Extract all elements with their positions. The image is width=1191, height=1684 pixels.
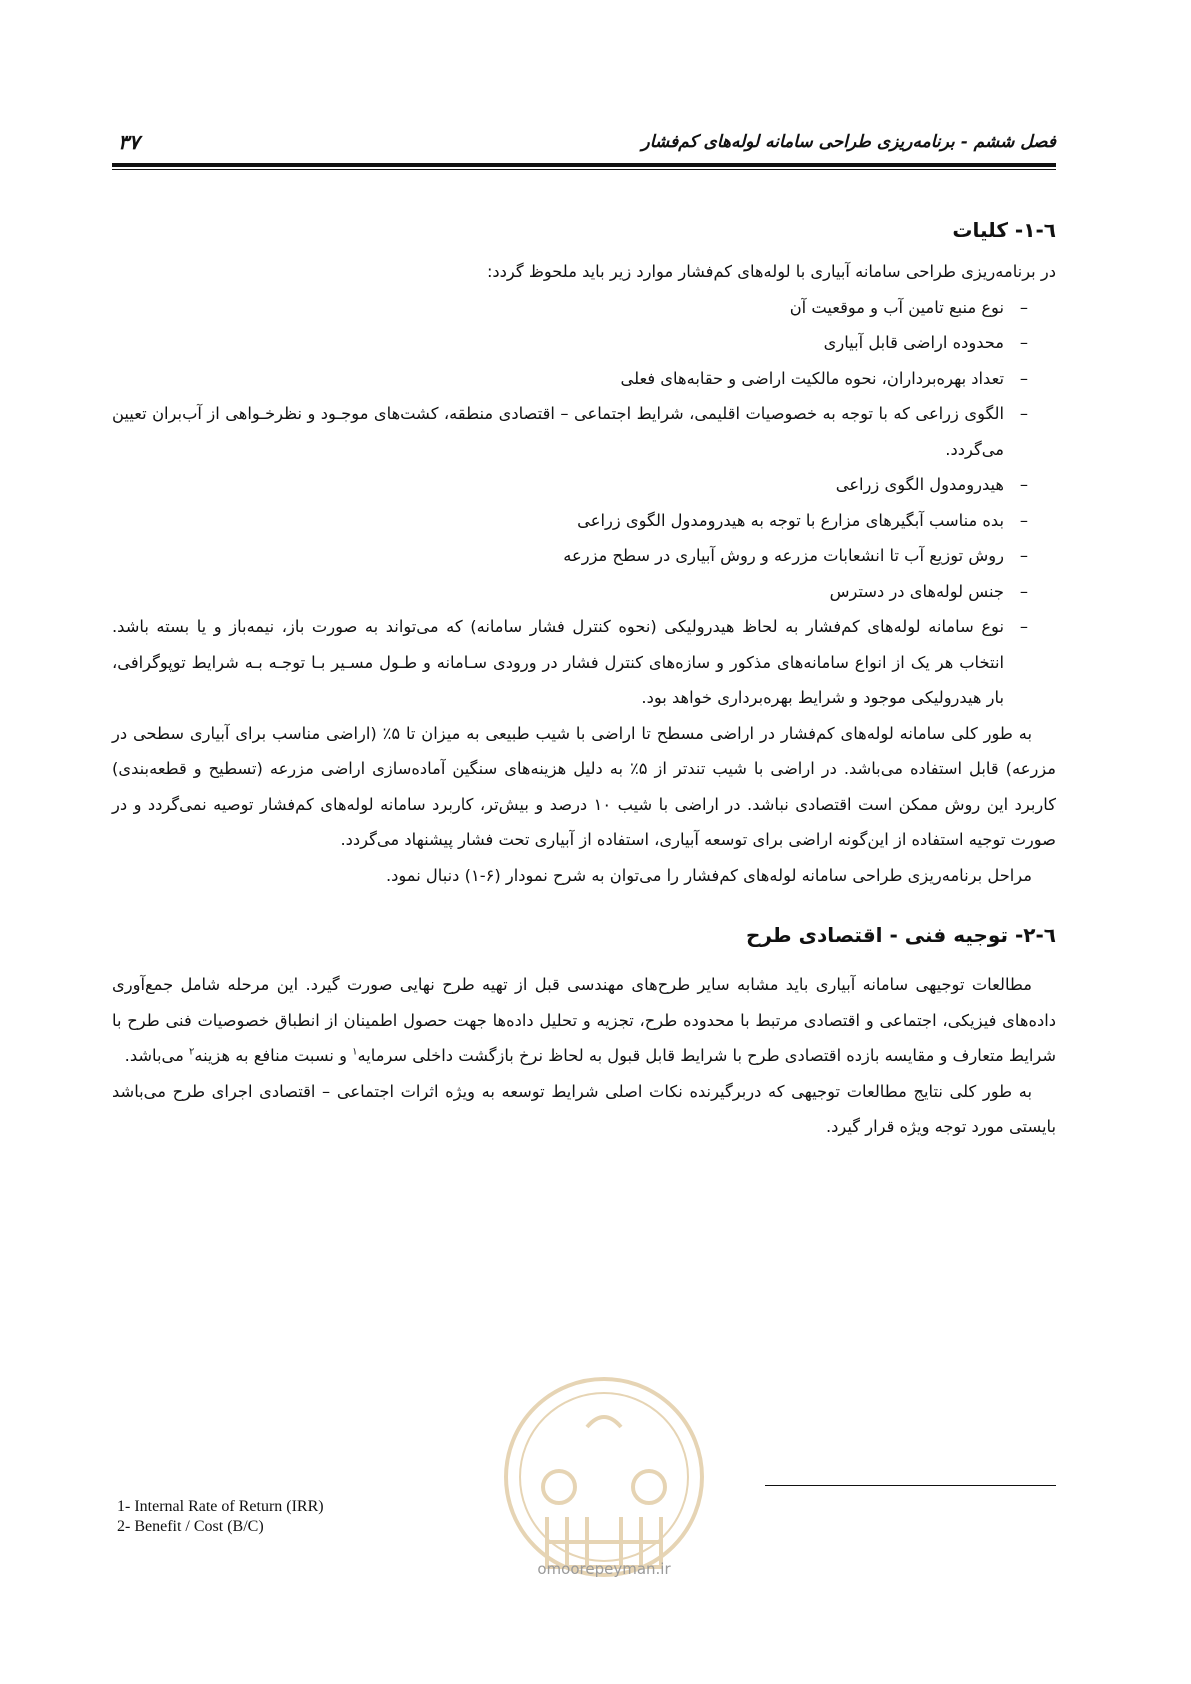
footnote-ref-2: ۲ <box>189 1046 195 1058</box>
running-head: فصل ششم - برنامه‌ریزی طراحی سامانه لوله‌های کم‌فشار <box>641 132 1056 152</box>
requirements-list <box>112 290 1056 716</box>
list-item: – روش توزیع آب تا انشعابات مزرعه و روش آبیاری در سطح مزرعه <box>112 538 1056 574</box>
footnotes <box>117 1497 324 1537</box>
watermark-logo-icon <box>487 1367 721 1637</box>
body-content <box>112 210 1056 1145</box>
section2-paragraph: به طور کلی نتایج مطالعات توجیهی که دربرگیرنده نکات اصلی شرایط توسعه به ویژه اثرات اجتماعی – اقتصادی اجرای طرح می‌باشد بایستی مورد توجه ویژه قرار گیرد. <box>112 1081 1056 1136</box>
page-number: ۳۷ <box>118 130 140 154</box>
section-heading-general: ٦-١- کلیات <box>952 218 1056 242</box>
section-heading-feasibility: ٦-٢- توجیه فنی - اقتصادی طرح <box>745 923 1056 947</box>
paragraph-text: می‌باشد. <box>124 1046 189 1065</box>
header-rule-thick <box>112 163 1056 167</box>
section2-paragraph <box>112 967 1056 1074</box>
page-header <box>112 132 1056 162</box>
list-item: – نوع منبع تامین آب و موقعیت آن <box>112 290 1056 326</box>
footnote-separator <box>765 1485 1056 1486</box>
header-rule-thin <box>112 169 1056 170</box>
section1-paragraph-flowchart-ref: مراحل برنامه‌ریزی طراحی سامانه لوله‌های کم‌فشار را می‌توان به شرح نمودار (۶-۱) دنبال نمود. <box>385 865 1032 885</box>
paragraph-text: و نسبت منافع به هزینه <box>194 1046 353 1065</box>
list-item: – تعداد بهره‌برداران، نحوه مالکیت اراضی و حقابه‌های فعلی <box>112 361 1056 397</box>
list-item: – محدوده اراضی قابل آبیاری <box>112 325 1056 361</box>
footnote-ref-1: ۱ <box>352 1046 358 1058</box>
list-item: – نوع سامانه لوله‌های کم‌فشار به لحاظ هیدرولیکی (نحوه کنترل فشار سامانه) که می‌تواند به صورت باز، نیمه‌باز و یا بسته باشد. انتخاب هر یک از انواع سامانه‌های مذکور و سازه‌های کنترل فشار در ورودی سـامانه و طـول مسـیر بـا توجـه بـه شرایط توپوگرافی، بار هیدرولیکی موجود و شرایط بهره‌برداری خواهد بود. <box>112 609 1056 716</box>
list-item: – هیدرومدول الگوی زراعی <box>112 467 1056 503</box>
section1-intro: در برنامه‌ریزی طراحی سامانه آبیاری با لوله‌های کم‌فشار موارد زیر باید ملحوظ گردد: <box>486 262 1056 281</box>
footnote-2: 2- Benefit / Cost (B/C) <box>117 1518 264 1535</box>
footnote-1: 1- Internal Rate of Return (IRR) <box>117 1498 324 1515</box>
watermark-url: omoorepeyman.ir <box>537 1560 671 1578</box>
paragraph-text: مطالعات توجیهی سامانه آبیاری باید مشابه سایر طرح‌های مهندسی قبل از تهیه طرح نهایی صورت گیرد. این مرحله شامل جمع‌آوری داده‌های فیزیکی، اجتماعی و اقتصادی مرتبط با محدوده طرح، تجزیه و تحلیل داده‌ها جهت حصول اطمینان از انطباق خصوصیات فنی طرح با شرایط متعارف و مقایسه بازده اقتصادی طرح با شرایط قابل قبول به لحاظ نرخ بازگشت داخلی سرمایه <box>112 975 1056 1065</box>
list-item: – جنس لوله‌های در دسترس <box>112 574 1056 610</box>
list-item: – الگوی زراعی که با توجه به خصوصیات اقلیمی، شرایط اجتماعی – اقتصادی منطقه، کشت‌های موجـود و نظرخـواهی از آب‌بران تعیین می‌گردد. <box>112 396 1056 467</box>
list-item: – بده مناسب آبگیرهای مزارع با توجه به هیدرومدول الگوی زراعی <box>112 503 1056 539</box>
section1-paragraph: به طور کلی سامانه لوله‌های کم‌فشار در اراضی مسطح تا اراضی با شیب طبیعی به میزان تا ۵٪ (اراضی مناسب برای آبیاری سطحی در مزرعه) قابل استفاده می‌باشد. در اراضی با شیب تندتر از ۵٪ به دلیل هزینه‌های سنگین آماده‌سازی اراضی مزرعه (تسطیح و قطعه‌بندی) کاربرد این روش ممکن است اقتصادی نباشد. در اراضی با شیب ۱۰ درصد و بیش‌تر، کاربرد سامانه لوله‌های کم‌فشار توصیه نمی‌گردد و در صورت توجیه استفاده از این‌گونه اراضی برای توسعه آبیاری، استفاده از آبیاری تحت فشار پیشنهاد می‌گردد. <box>112 723 1057 849</box>
